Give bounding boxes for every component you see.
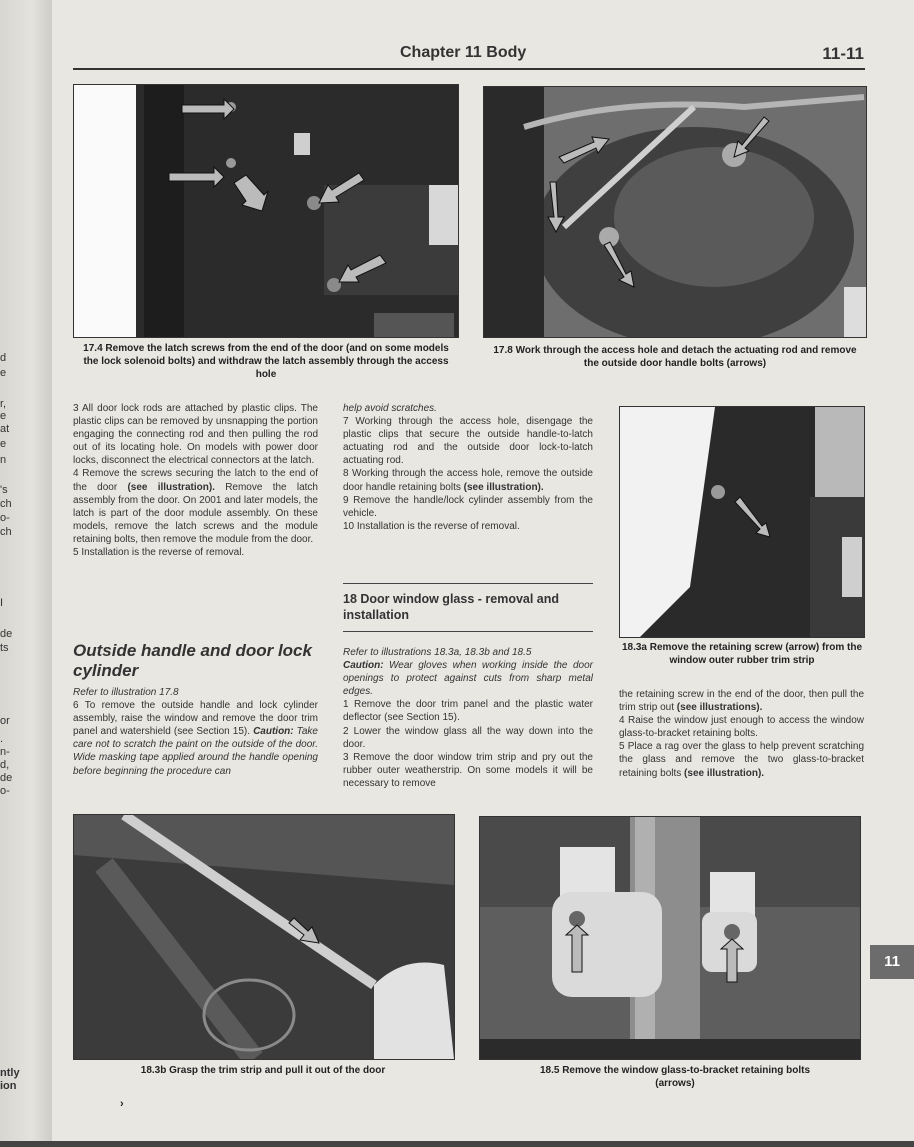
gutter-text-fragment: r, (0, 398, 7, 410)
page-number: 11-11 (822, 44, 864, 63)
step-3: 3 Remove the door window trim strip and pry out the rubber outer weatherstrip. On some models it will be necessary to remove (343, 751, 593, 789)
chapter-title: Chapter 11 Body (400, 44, 527, 61)
photo-17-8 (483, 86, 867, 338)
refer-18: Refer to illustrations 18.3a, 18.3b and 18.5 (343, 647, 532, 658)
text-column-1b (73, 686, 318, 778)
gutter-text-fragment: ch (0, 526, 12, 538)
paragraph-6: 6 To remove the outside handle and lock cylinder assembly, raise the window and remove the door trim panel and watershield (see Section 15). Caution: Take care not to scratch the paint on the outside of the door. Wide masking tape applied around the handle opening before beginning the procedure can (73, 700, 318, 777)
paragraph-7: 7 Working through the access hole, disengage the plastic clips that secure the outside handle-to-latch actuating rod and the outside door lock-to-latch actuating rod. (343, 416, 593, 467)
gutter-text-fragment: or (0, 715, 10, 727)
photo-18-3a (619, 406, 865, 638)
photo-18-3b (73, 814, 455, 1060)
gutter-text-fragment: ch (0, 498, 12, 510)
step-2: 2 Lower the window glass all the way down into the door. (343, 725, 593, 750)
section-rule-top (343, 583, 593, 584)
gutter-text-fragment: n (0, 454, 7, 466)
caution-gloves: Caution: Wear gloves when working inside the door openings to protect against cuts from sharp metal edges. (343, 660, 593, 698)
gutter-text-fragment: d (0, 352, 7, 364)
binding-gutter (0, 0, 52, 1147)
caption-18-3b: 18.3b Grasp the trim strip and pull it out of the door (140, 1065, 386, 1076)
text-column-3 (619, 688, 864, 780)
caption-18-3a: 18.3a Remove the retaining screw (arrow) from the window outer rubber trim strip (621, 642, 863, 666)
refer-17-8: Refer to illustration 17.8 (73, 687, 179, 698)
paragraph-5: 5 Installation is the reverse of removal. (73, 547, 245, 559)
section-18-heading: 18 Door window glass - removal and installation (343, 592, 560, 622)
paragraph-8: 8 Working through the access hole, remove the outside door handle retaining bolts (see illustration). (343, 468, 593, 493)
gutter-text-fragment: ntly (0, 1067, 20, 1079)
caption-18-5: 18.5 Remove the window glass-to-bracket retaining bolts (arrows) (539, 1065, 811, 1089)
caption-17-4: 17.4 Remove the latch screws from the end of the door (and on some models the lock solenoid bolts) and withdraw the latch assembly through the access hole (83, 343, 449, 380)
paragraph-4: 4 Remove the screws securing the latch to the end of the door (see illustration). Remove the latch assembly from the door. On 2001 and later models, the latch is part of the door module assembly. On these models, remove the latch screws and the module retaining bolts, then remove the module from the door. (73, 468, 318, 545)
paragraph-cont: the retaining screw in the end of the door, then pull the trim strip out (see illustrations). (619, 689, 864, 714)
page-bottom-edge (0, 1141, 914, 1147)
margin-mark: › (120, 1098, 124, 1110)
paragraph-9: 9 Remove the handle/lock cylinder assembly from the vehicle. (343, 494, 593, 519)
chapter-tab: 11 (870, 945, 914, 979)
gutter-text-fragment: de (0, 772, 13, 784)
gutter-text-fragment: e (0, 410, 7, 422)
text-column-2 (343, 402, 593, 533)
gutter-text-fragment: 's (0, 484, 8, 496)
gutter-text-fragment: d, (0, 759, 10, 771)
gutter-text-fragment: I (0, 597, 4, 609)
gutter-text-fragment: e (0, 367, 7, 379)
paragraph-3: 3 All door lock rods are attached by plastic clips. The plastic clips can be removed by unsnapping the portion engaging the connecting rod and then pulling the rod out of its locating hole. On models with power door locks, disconnect the electrical connectors at the latch. (73, 403, 318, 467)
caption-17-8: 17.8 Work through the access hole and detach the actuating rod and remove the outside door handle bolts (arrows) (493, 345, 857, 369)
gutter-text-fragment: de (0, 628, 13, 640)
step-1: 1 Remove the door trim panel and the plastic water deflector (see Section 15). (343, 699, 593, 724)
text-column-2b (343, 646, 593, 790)
gutter-text-fragment: . (0, 733, 4, 745)
gutter-text-fragment: e (0, 438, 7, 450)
step-5: 5 Place a rag over the glass to help prevent scratching the glass and remove the two glass-to-bracket retaining bolts (see illustration). (619, 741, 864, 779)
gutter-text-fragment: n- (0, 746, 10, 758)
text-column-1 (73, 402, 318, 559)
gutter-text-fragment: at (0, 423, 10, 435)
paragraph-10: 10 Installation is the reverse of removal. (343, 520, 520, 532)
gutter-text-fragment: o- (0, 785, 10, 797)
gutter-text-fragment: ts (0, 642, 9, 654)
subheading-outside-handle: Outside handle and door lock cylinder (73, 641, 312, 680)
gutter-text-fragment: o- (0, 512, 10, 524)
gutter-text-fragment: ion (0, 1080, 17, 1092)
photo-18-5 (479, 816, 861, 1060)
step-4: 4 Raise the window just enough to access the window glass-to-bracket retaining bolts. (619, 715, 864, 740)
photo-17-4 (73, 84, 459, 338)
section-rule-bottom (343, 631, 593, 632)
continuation-text: help avoid scratches. (343, 403, 437, 414)
